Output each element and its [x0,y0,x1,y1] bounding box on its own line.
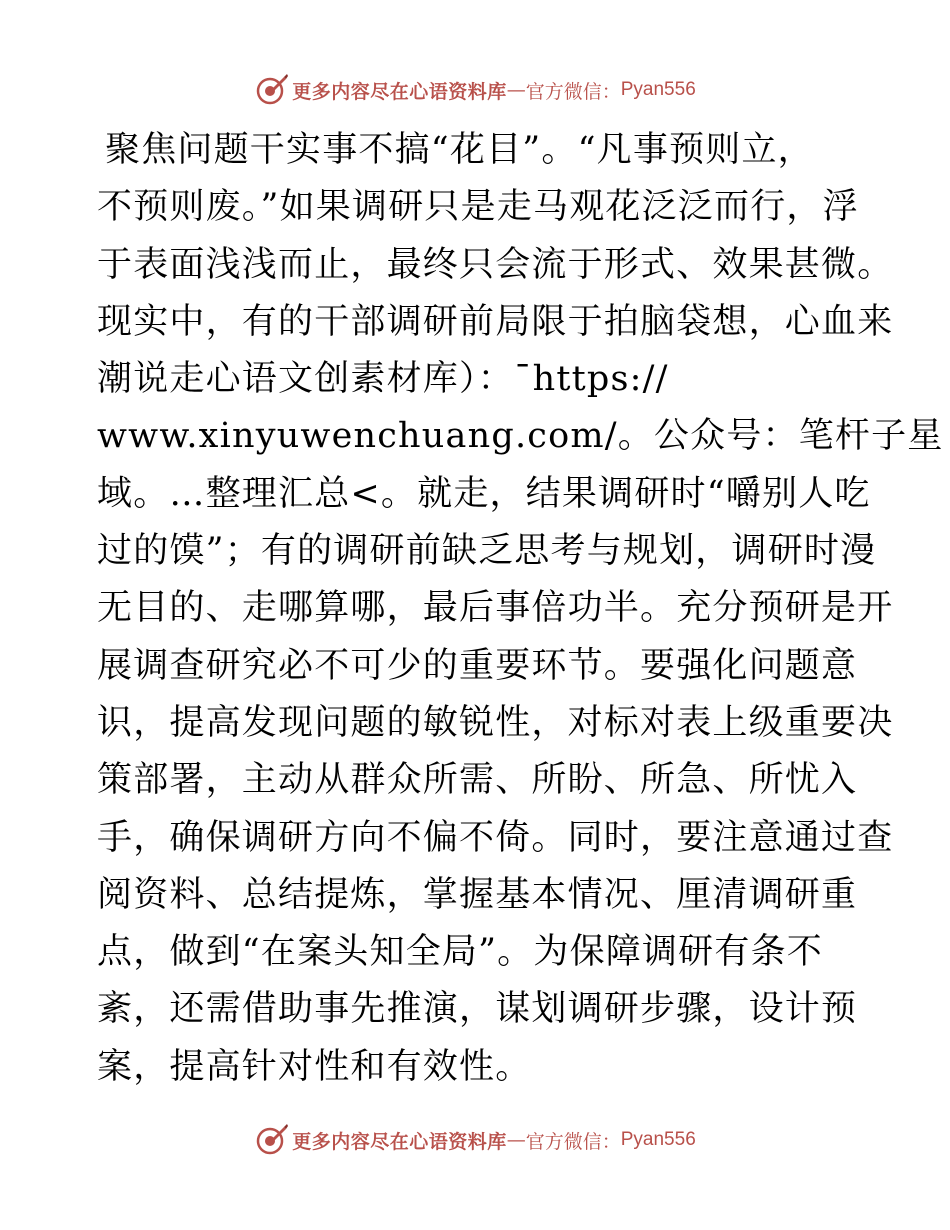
article-line: 于表面浅浅而止，最终只会流于形式、效果甚微。 [97,244,894,285]
article-line: 策部署，主动从群众所需、所盼、所急、所忧入 [97,760,858,801]
footer-banner [0,1120,950,1160]
pen-logo-icon [254,73,288,107]
article-line: 域。…整理汇总<。就走，结果调研时“嚼别人吃 [97,473,871,514]
article-line: 过的馍”；有的调研前缺乏思考与规划，调研时漫 [97,531,877,572]
article-line: 手，确保调研方向不偏不倚。同时，要注意通过查 [97,817,894,858]
header-wechat-label: 官方微信： [525,80,621,103]
header-dash: — [506,79,526,101]
footer-wechat-label: 官方微信： [525,1130,621,1153]
article-line: 识，提高发现问题的敏锐性，对标对表上级重要决 [97,702,894,743]
footer-banner-text: 更多内容尽在心语资料库 [292,1130,507,1153]
header-banner [0,70,950,110]
article-line: 点，做到“在案头知全局”。为保障调研有条不 [97,932,823,973]
article-line: 现实中，有的干部调研前局限于拍脑袋想，心血来 [97,301,894,342]
pen-logo-icon [254,1123,288,1157]
article-line: 不预则废。”如果调研只是走马观花泛泛而行，浮 [97,187,859,228]
article-line: 阅资料、总结提炼，掌握基本情况、厘清调研重 [97,874,858,915]
header-banner-text: 更多内容尽在心语资料库 [292,80,507,103]
article-line: www.xinyuwenchuang.com/。公众号：笔杆子星 [97,416,944,457]
footer-dash: — [506,1129,526,1151]
header-wechat-id: Pyan556 [620,79,696,100]
article-line: 紊，还需借助事先推演，谋划调研步骤，设计预 [97,989,858,1030]
article-line: 案，提高针对性和有效性。 [97,1046,532,1087]
article-line: 展调查研究必不可少的重要环节。要强化问题意 [97,645,858,686]
article-line: 潮说走心语文创素材库）：¯https:// [97,359,669,400]
footer-wechat-id: Pyan556 [620,1129,696,1150]
article-line: 聚焦问题干实事不搞“花目”。“凡事预则立， [105,130,814,170]
article-body [97,122,944,1096]
article-line: 无目的、走哪算哪，最后事倍功半。充分预研是开 [97,588,894,629]
